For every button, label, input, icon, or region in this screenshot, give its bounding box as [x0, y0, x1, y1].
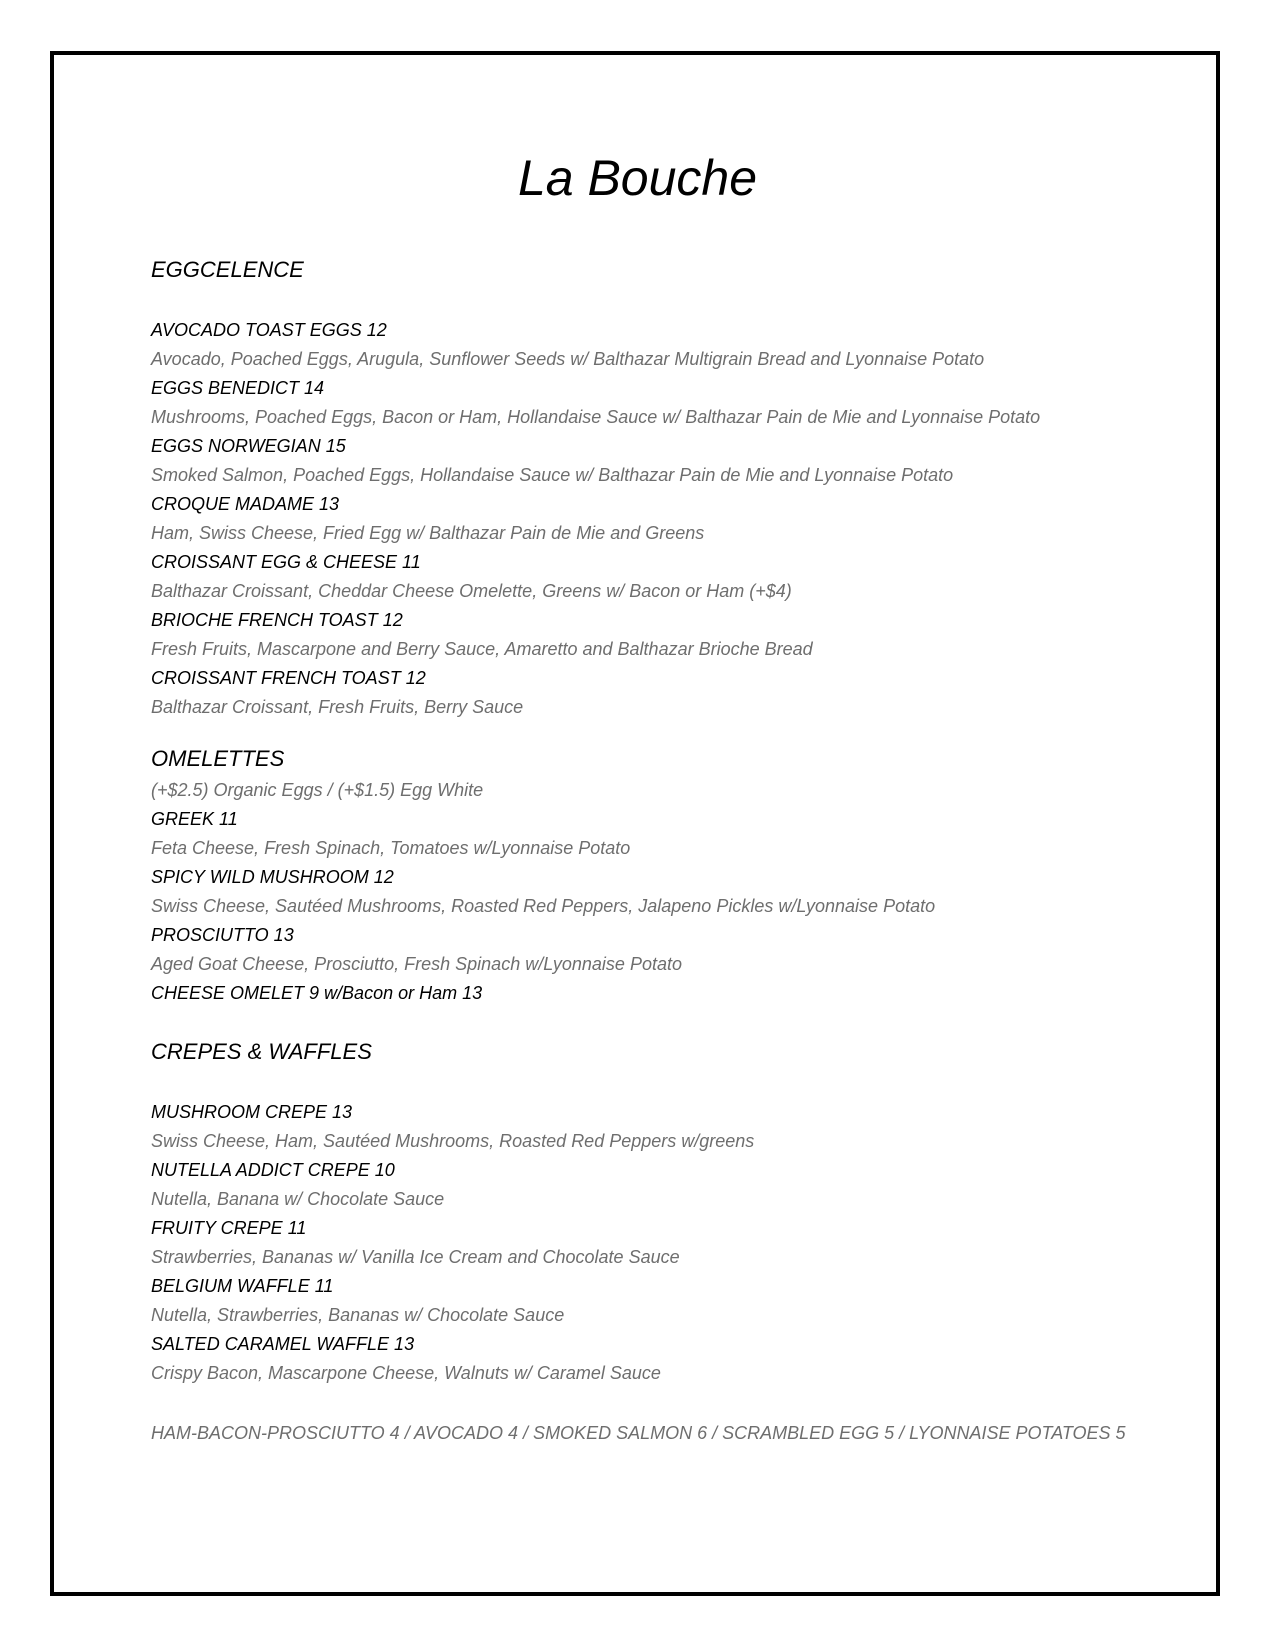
menu-item-description: Smoked Salmon, Poached Eggs, Hollandaise Sauce w/ Balthazar Pain de Mie and Lyonnaise Potato [151, 465, 954, 485]
menu-item-name: AVOCADO TOAST EGGS 12 [151, 320, 387, 340]
add-ons-line: HAM-BACON-PROSCIUTTO 4 / AVOCADO 4 / SMOKED SALMON 6 / SCRAMBLED EGG 5 / LYONNAISE POTATOES 5 [151, 1423, 1126, 1443]
menu-item-name: FRUITY CREPE 11 [151, 1218, 307, 1238]
menu-item-name: SALTED CARAMEL WAFFLE 13 [151, 1334, 415, 1354]
menu-item-name: EGGS NORWEGIAN 15 [151, 436, 346, 456]
menu-item-description: Balthazar Croissant, Fresh Fruits, Berry Sauce [151, 697, 524, 717]
menu-item-name: PROSCIUTTO 13 [151, 925, 294, 945]
section-heading-omelettes: OMELETTES [151, 746, 285, 771]
menu-item-description: Nutella, Strawberries, Bananas w/ Chocolate Sauce [151, 1305, 565, 1325]
menu-item-name: CHEESE OMELET 9 w/Bacon or Ham 13 [151, 983, 483, 1003]
menu-item-description: Nutella, Banana w/ Chocolate Sauce [151, 1189, 445, 1209]
menu-item-name: EGGS BENEDICT 14 [151, 378, 325, 398]
menu-item-name: MUSHROOM CREPE 13 [151, 1102, 353, 1122]
menu-item-name: BELGIUM WAFFLE 11 [151, 1276, 334, 1296]
menu-item-description: Balthazar Croissant, Cheddar Cheese Omelette, Greens w/ Bacon or Ham (+$4) [151, 581, 792, 601]
menu-item-description: Crispy Bacon, Mascarpone Cheese, Walnuts w/ Caramel Sauce [151, 1363, 661, 1383]
menu-item-name: NUTELLA ADDICT CREPE 10 [151, 1160, 395, 1180]
section-heading-crepes-waffles: CREPES & WAFFLES [151, 1039, 372, 1064]
menu-item-description: Swiss Cheese, Ham, Sautéed Mushrooms, Roasted Red Peppers w/greens [151, 1131, 755, 1151]
menu-item-name: SPICY WILD MUSHROOM 12 [151, 867, 394, 887]
menu-item-name: CROQUE MADAME 13 [151, 494, 340, 514]
menu-item-description: Fresh Fruits, Mascarpone and Berry Sauce, Amaretto and Balthazar Brioche Bread [151, 639, 813, 659]
section-note: (+$2.5) Organic Eggs / (+$1.5) Egg White [151, 780, 484, 800]
section-heading-eggcelence: EGGCELENCE [151, 257, 304, 282]
menu-item-name: BRIOCHE FRENCH TOAST 12 [151, 610, 403, 630]
menu-item-description: Swiss Cheese, Sautéed Mushrooms, Roasted Red Peppers, Jalapeno Pickles w/Lyonnaise Potato [151, 896, 936, 916]
menu-item-name: GREEK 11 [151, 809, 238, 829]
menu-item-description: Strawberries, Bananas w/ Vanilla Ice Cream and Chocolate Sauce [151, 1247, 680, 1267]
restaurant-title: La Bouche [517, 150, 758, 206]
menu-item-description: Ham, Swiss Cheese, Fried Egg w/ Balthazar Pain de Mie and Greens [151, 523, 705, 543]
menu-item-description: Avocado, Poached Eggs, Arugula, Sunflower Seeds w/ Balthazar Multigrain Bread and Lyonnaise Potato [151, 349, 985, 369]
menu-item-description: Feta Cheese, Fresh Spinach, Tomatoes w/Lyonnaise Potato [151, 838, 631, 858]
menu-item-name: CROISSANT EGG & CHEESE 11 [151, 552, 421, 572]
menu-item-description: Mushrooms, Poached Eggs, Bacon or Ham, Hollandaise Sauce w/ Balthazar Pain de Mie and Lyonnaise Potato [151, 407, 1041, 427]
menu-item-description: Aged Goat Cheese, Prosciutto, Fresh Spinach w/Lyonnaise Potato [151, 954, 682, 974]
menu-item-name: CROISSANT FRENCH TOAST 12 [151, 668, 426, 688]
